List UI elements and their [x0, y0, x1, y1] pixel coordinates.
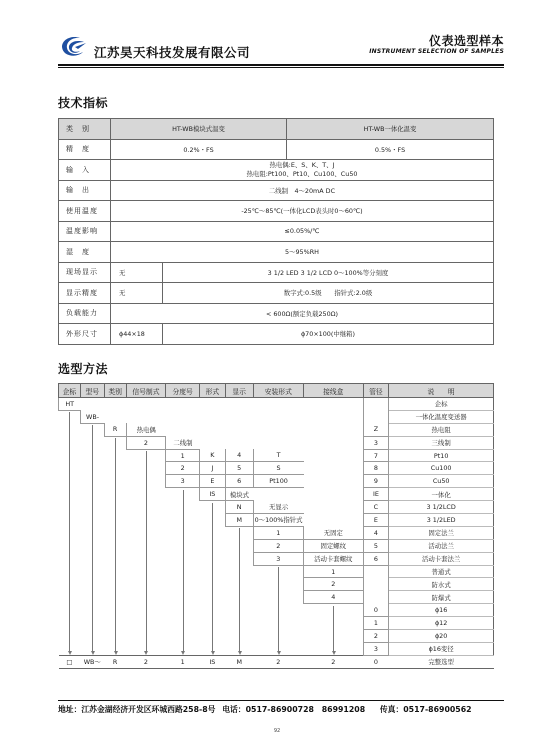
spec-row-display	[59, 262, 494, 283]
guide-line	[183, 490, 184, 652]
sel-cell	[253, 410, 303, 423]
sel-desc-cell: Cu100	[389, 462, 494, 475]
spec-row-output	[59, 180, 494, 201]
sel-cell: 2	[304, 578, 364, 591]
spec-label: 温度影响	[59, 221, 111, 242]
sel-desc-cell: 3 1/2LCD	[389, 501, 494, 514]
guide-line	[69, 412, 70, 651]
sel-code-cell: 5	[363, 539, 389, 552]
arrow-down-icon	[277, 651, 281, 655]
sel-final-cell: IS	[200, 655, 226, 668]
sel-header-cell: 分度号	[166, 384, 200, 398]
guide-line	[146, 451, 147, 651]
sel-cell: 2	[166, 462, 200, 475]
header-rule-thin	[58, 67, 504, 68]
sel-cell	[304, 488, 364, 501]
guide-line	[333, 606, 334, 652]
sel-desc-cell: 活动卡套法兰	[389, 552, 494, 565]
sel-desc-cell: ϕ16变径	[389, 642, 494, 655]
arrow-down-icon	[144, 651, 148, 655]
spec-header-label: 类 别	[59, 119, 111, 140]
sel-cell	[166, 410, 200, 423]
sel-desc-cell: 防爆式	[389, 591, 494, 604]
spec-value-line: 热电阻:Pt100、Pt10、Cu100、Cu50	[246, 169, 358, 178]
spec-row-accuracy	[59, 139, 494, 160]
sel-final-cell: 2	[126, 655, 166, 668]
selection-row	[59, 423, 494, 436]
sel-desc-cell: 一体化温度变送器	[389, 410, 494, 423]
sel-header-cell: 显示	[225, 384, 253, 398]
sel-desc-cell: Cu50	[389, 475, 494, 488]
spec-section-title: 技术指标	[58, 96, 109, 110]
sel-cell: 模块式	[225, 488, 253, 501]
spec-value: 无	[111, 283, 163, 304]
spec-value	[111, 160, 494, 181]
guide-line	[212, 503, 213, 652]
sel-cell: S	[253, 462, 303, 475]
sel-cell	[225, 398, 253, 411]
spec-row-input	[59, 160, 494, 181]
footer-phone: 电话：0517-86900728 86991208	[222, 705, 366, 714]
spec-row-load	[59, 303, 494, 324]
sel-code-cell	[363, 398, 389, 411]
sel-desc-cell: ϕ16	[389, 604, 494, 617]
sel-cell: 热电偶	[126, 423, 166, 436]
sel-cell: Pt100	[253, 475, 303, 488]
sel-header-cell: 型号	[80, 384, 104, 398]
sel-header-cell: 信号制式	[126, 384, 166, 398]
sel-cell: 1	[166, 449, 200, 462]
sel-cell	[200, 436, 226, 449]
arrow-down-icon	[238, 651, 242, 655]
sel-desc-cell: 热电阻	[389, 423, 494, 436]
sel-header-cell: 形式	[200, 384, 226, 398]
arrow-down-icon	[91, 651, 95, 655]
sel-code-cell	[363, 565, 389, 578]
sel-cell: 二线制	[166, 436, 200, 449]
spec-label: 负载能力	[59, 303, 111, 324]
sel-cell: 2	[126, 436, 166, 449]
sel-cell	[304, 475, 364, 488]
sel-desc-cell: 一体化	[389, 488, 494, 501]
sel-code-cell: Z	[363, 423, 389, 436]
sel-final-cell: WB～	[80, 655, 104, 668]
sel-cell	[225, 410, 253, 423]
header-rule	[58, 64, 504, 66]
sel-cell: 3	[253, 552, 303, 565]
sel-cell	[104, 398, 126, 411]
sel-final-cell: □	[59, 655, 81, 668]
selection-row	[59, 501, 494, 514]
selection-header-row	[59, 384, 494, 398]
spec-row-effect	[59, 221, 494, 242]
sel-cell: 固定螺纹	[304, 539, 364, 552]
sel-code-cell: 1	[363, 617, 389, 630]
spec-header-col2: HT-WB一体化温变	[287, 119, 494, 140]
brand-title-en: INSTRUMENT SELECTION OF SAMPLES	[369, 48, 504, 55]
sel-cell	[225, 436, 253, 449]
spec-label: 使用温度	[59, 201, 111, 222]
sel-cell: 4	[225, 449, 253, 462]
sel-final-cell: R	[104, 655, 126, 668]
sel-cell	[166, 423, 200, 436]
sel-desc-cell: 三线制	[389, 436, 494, 449]
sel-code-cell: 3	[363, 642, 389, 655]
sel-cell: 无显示	[253, 501, 303, 514]
sel-final-cell: 2	[253, 655, 303, 668]
brand-title-cn: 仪表选型样本	[428, 34, 504, 48]
spec-value: 5～95%RH	[111, 242, 494, 263]
spec-table	[58, 118, 494, 345]
sel-cell: 活动卡套螺纹	[304, 552, 364, 565]
spec-label: 显示精度	[59, 283, 111, 304]
selection-row	[59, 617, 494, 630]
sel-cell	[304, 514, 364, 527]
sel-cell: J	[200, 462, 226, 475]
sel-final-cell: 0	[363, 655, 389, 668]
spec-label: 输 出	[59, 180, 111, 201]
sel-code-cell: IE	[363, 488, 389, 501]
arrow-down-icon	[181, 651, 185, 655]
selection-row	[59, 526, 494, 539]
sel-code-cell: 0	[363, 604, 389, 617]
page-number: 92	[273, 728, 281, 734]
spec-value: 二线制 4～20mA DC	[111, 180, 494, 201]
sel-cell	[304, 436, 364, 449]
sel-final-cell: 2	[304, 655, 364, 668]
spec-value: 0.5%・FS	[287, 139, 494, 160]
sel-cell	[126, 398, 166, 411]
guide-line	[92, 425, 93, 651]
selection-final-row	[59, 655, 494, 668]
spec-row-temp	[59, 201, 494, 222]
spec-row-size	[59, 324, 494, 345]
spec-row-humidity	[59, 242, 494, 263]
selection-row	[59, 436, 494, 449]
sel-cell: WB-	[80, 410, 104, 423]
sel-cell: K	[200, 449, 226, 462]
sel-cell	[304, 398, 364, 411]
sel-cell	[80, 398, 104, 411]
spec-value: 3 1/2 LED 3 1/2 LCD 0～100%等分刻度	[163, 262, 494, 283]
sel-cell: 1	[253, 526, 303, 539]
spec-header-row	[59, 119, 494, 140]
selection-section-title: 选型方法	[58, 362, 109, 376]
spec-label: 外形尺寸	[59, 324, 111, 345]
sel-code-cell: E	[363, 514, 389, 527]
sel-header-cell: 接线盒	[304, 384, 364, 398]
selection-row	[59, 398, 494, 411]
arrow-down-icon	[68, 651, 72, 655]
spec-value-line: 热电偶:E、S、K、T、J	[269, 161, 335, 170]
sel-final-cell: 1	[166, 655, 200, 668]
sel-code-cell: 4	[363, 526, 389, 539]
footer-fax: 传真：0517-86900562	[379, 705, 472, 714]
spec-value: ϕ44×18	[111, 324, 163, 345]
sel-code-cell: 9	[363, 475, 389, 488]
sel-code-cell: 8	[363, 462, 389, 475]
guide-line	[115, 438, 116, 651]
guide-line	[278, 567, 279, 651]
sel-cell	[253, 436, 303, 449]
selection-row	[59, 565, 494, 578]
sel-code-cell: 6	[363, 552, 389, 565]
sel-cell: 1	[304, 565, 364, 578]
page-header	[0, 0, 554, 70]
sel-cell	[200, 410, 226, 423]
sel-cell: 6	[225, 475, 253, 488]
selection-row	[59, 462, 494, 475]
sel-code-cell: C	[363, 501, 389, 514]
company-name: 江苏昊天科技发展有限公司	[94, 45, 251, 60]
sel-cell	[253, 423, 303, 436]
brand-block	[369, 34, 504, 55]
selection-row	[59, 488, 494, 501]
sel-cell: 3	[166, 475, 200, 488]
sel-code-cell	[363, 591, 389, 604]
selection-row	[59, 578, 494, 591]
sel-header-cell: 类别	[104, 384, 126, 398]
sel-cell	[200, 398, 226, 411]
sel-cell: E	[200, 475, 226, 488]
sel-desc-cell: 普通式	[389, 565, 494, 578]
sel-cell: N	[225, 501, 253, 514]
spec-label: 精 度	[59, 139, 111, 160]
sel-cell: 2	[253, 539, 303, 552]
sel-cell: 5	[225, 462, 253, 475]
sel-cell	[225, 423, 253, 436]
spec-value: < 600Ω(额定负载250Ω)	[111, 303, 494, 324]
guide-line	[239, 528, 240, 651]
spec-value: -25℃～85℃(一体化LCD表头时0～60℃)	[111, 201, 494, 222]
sel-cell: 无固定	[304, 526, 364, 539]
sel-final-cell: 完整选型	[389, 655, 494, 668]
sel-cell	[166, 398, 200, 411]
sel-desc-cell: 防水式	[389, 578, 494, 591]
sel-final-cell: M	[225, 655, 253, 668]
sel-cell	[253, 398, 303, 411]
sel-cell	[126, 410, 166, 423]
sel-cell	[304, 449, 364, 462]
sel-desc-cell: ϕ12	[389, 617, 494, 630]
spec-value: 0.2%・FS	[111, 139, 287, 160]
selection-row	[59, 475, 494, 488]
spec-value: ≤0.05%/℃	[111, 221, 494, 242]
sel-cell: IS	[200, 488, 226, 501]
selection-row	[59, 591, 494, 604]
sel-cell	[304, 501, 364, 514]
arrow-down-icon	[211, 651, 215, 655]
spec-label: 输 入	[59, 160, 111, 181]
selection-row	[59, 539, 494, 552]
sel-cell: 4	[304, 591, 364, 604]
spec-header-col1: HT-WB模块式温变	[111, 119, 287, 140]
spec-value: 数字式:0.5级 指针式:2.0级	[163, 283, 494, 304]
spec-label: 现场显示	[59, 262, 111, 283]
arrow-down-icon	[114, 651, 118, 655]
selection-body	[59, 398, 494, 669]
sel-code-cell: 2	[363, 630, 389, 643]
sel-desc-cell: Pt10	[389, 449, 494, 462]
sel-cell: 0～100%指针式	[253, 514, 303, 527]
spec-label: 湿 度	[59, 242, 111, 263]
spec-row-disp-acc	[59, 283, 494, 304]
sel-cell: T	[253, 449, 303, 462]
sel-cell	[200, 423, 226, 436]
sel-desc-cell: 活动法兰	[389, 539, 494, 552]
selection-row	[59, 410, 494, 423]
spec-value: ϕ70×100(中继箱)	[163, 324, 494, 345]
sel-desc-cell: 企标	[389, 398, 494, 411]
sel-desc-cell: 3 1/2LED	[389, 514, 494, 527]
selection-row	[59, 552, 494, 565]
sel-header-cell: 说 明	[389, 384, 494, 398]
sel-cell	[304, 423, 364, 436]
sel-cell: R	[104, 423, 126, 436]
sel-header-cell: 安装形式	[253, 384, 303, 398]
selection-row	[59, 630, 494, 643]
sel-cell	[104, 410, 126, 423]
selection-table	[58, 383, 494, 669]
sel-code-cell: 3	[363, 436, 389, 449]
sel-cell	[304, 462, 364, 475]
arrow-down-icon	[332, 651, 336, 655]
sel-cell: HT	[59, 398, 81, 411]
spec-value: 无	[111, 262, 163, 283]
footer-contact	[58, 704, 472, 715]
sel-desc-cell: ϕ20	[389, 630, 494, 643]
footer-rule	[58, 700, 504, 701]
footer-address: 地址：江苏金湖经济开发区环城西路258-8号	[58, 705, 216, 714]
sel-cell: M	[225, 514, 253, 527]
sel-code-cell	[363, 578, 389, 591]
sel-header-cell: 管径	[363, 384, 389, 398]
sel-desc-cell: 固定法兰	[389, 526, 494, 539]
sel-cell	[304, 410, 364, 423]
company-logo-icon	[58, 33, 88, 59]
sel-code-cell: 7	[363, 449, 389, 462]
selection-row	[59, 604, 494, 617]
selection-row	[59, 449, 494, 462]
sel-header-cell: 企标	[59, 384, 81, 398]
sel-code-cell	[363, 410, 389, 423]
selection-row	[59, 514, 494, 527]
sel-cell	[253, 488, 303, 501]
